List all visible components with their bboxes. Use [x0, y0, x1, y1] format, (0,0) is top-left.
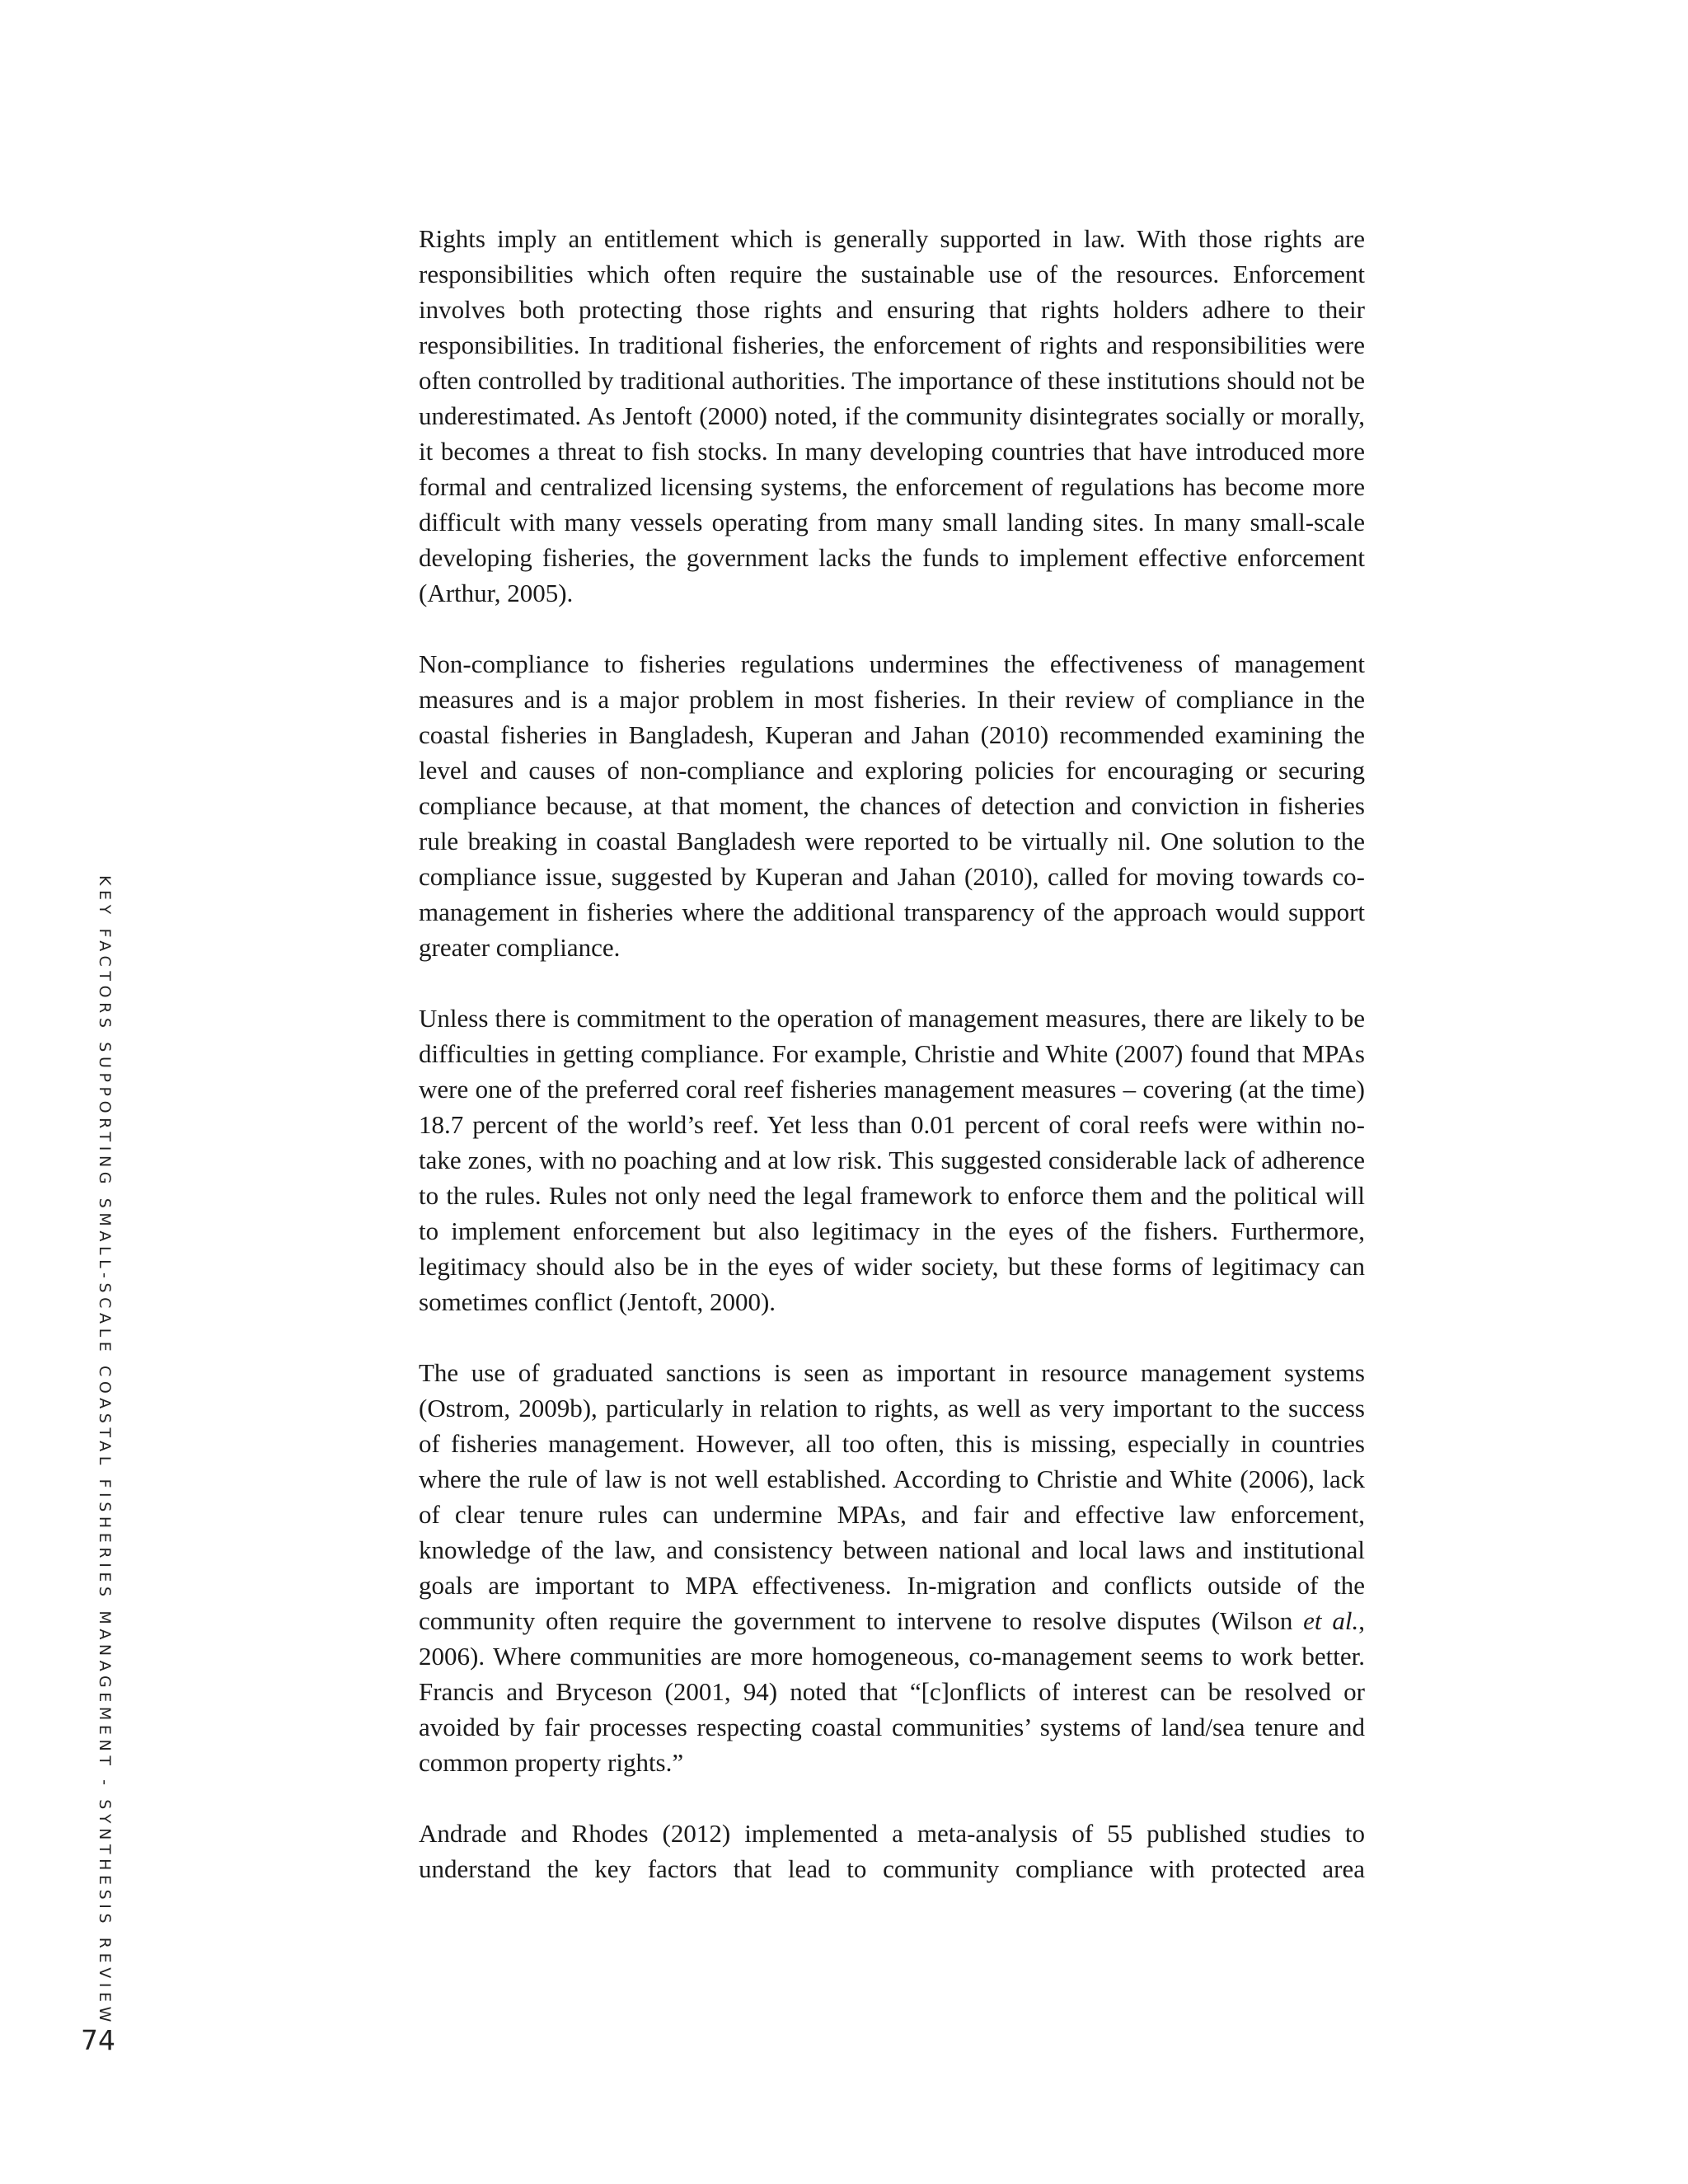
- paragraph-non-compliance: Non-compliance to fisheries regulations undermines the effectiveness of management measures and is a major problem in most fisheries. In their review of compliance in the coastal fisheries in Bangladesh, Kuperan and Jahan (2010) recommended examining the level and causes of non-compliance and exploring policies for encouraging or securing compliance because, at that moment, the chances of detection and conviction in fisheries rule breaking in coastal Bangladesh were reported to be virtually nil. One solution to the compliance issue, suggested by Kuperan and Jahan (2010), called for moving towards co-management in fisheries where the additional transparency of the approach would support greater compliance.: [419, 649, 1365, 962]
- sanctions-text-end: , 2006). Where communities are more homogeneous, co-management seems to work better. Francis and Bryceson (2001, 94) noted that “[c]onflicts of interest can be resolved or avoided by fair processes respecting coastal communities’ systems of land/sea tenure and common property rights.”: [419, 1606, 1365, 1777]
- body-text: [419, 221, 1365, 1922]
- sanctions-text-start: The use of graduated sanctions is seen as important in resource management systems (Ostrom, 2009b), particularly in relation to rights, as well as very important to the success of fisheries management. However, all too often, this is missing, especially in countries where the rule of law is not well established. According to Christie and White (2006), lack of clear tenure rules can undermine MPAs, and fair and effective law enforcement, knowledge of the law, and consistency between national and local laws and institutional goals are important to MPA effectiveness. In-migration and conflicts outside of the community often require the government to intervene to resolve disputes (Wilson: [419, 1358, 1365, 1635]
- running-head: KEY FACTORS SUPPORTING SMALL-SCALE COASTAL FISHERIES MANAGEMENT - SYNTHESIS REVIEW: [96, 875, 114, 2027]
- paragraph-graduated-sanctions: [419, 1355, 1365, 1780]
- paragraph-commitment: Unless there is commitment to the operation of management measures, there are likely to be difficulties in getting compliance. For example, Christie and White (2007) found that MPAs were one of the preferred coral reef fisheries management measures – covering (at the time) 18.7 percent of the world’s reef. Yet less than 0.01 percent of coral reefs were within no-take zones, with no poaching and at low risk. This suggested considerable lack of adherence to the rules. Rules not only need the legal framework to enforce them and the political will to implement enforcement but also legitimacy in the eyes of the fishers. Furthermore, legitimacy should also be in the eyes of wider society, but these forms of legitimacy can sometimes conflict (Jentoft, 2000).: [419, 1004, 1365, 1316]
- page-number: 74: [81, 2024, 115, 2056]
- paragraph-meta-analysis: Andrade and Rhodes (2012) implemented a meta-analysis of 55 published studies to understand the key factors that lead to community compliance with protected area: [419, 1819, 1365, 1883]
- paragraph-rights-enforcement: Rights imply an entitlement which is generally supported in law. With those rights are responsibilities which often require the sustainable use of the resources. Enforcement involves both protecting those rights and ensuring that rights holders adhere to their responsibilities. In traditional fisheries, the enforcement of rights and responsibilities were often controlled by traditional authorities. The importance of these institutions should not be underestimated. As Jentoft (2000) noted, if the community disintegrates socially or morally, it becomes a threat to fish stocks. In many developing countries that have introduced more formal and centralized licensing systems, the enforcement of regulations has become more difficult with many vessels operating from many small landing sites. In many small-scale developing fisheries, the government lacks the funds to implement effective enforcement (Arthur, 2005).: [419, 224, 1365, 607]
- citation-et-al: et al.: [1303, 1606, 1359, 1635]
